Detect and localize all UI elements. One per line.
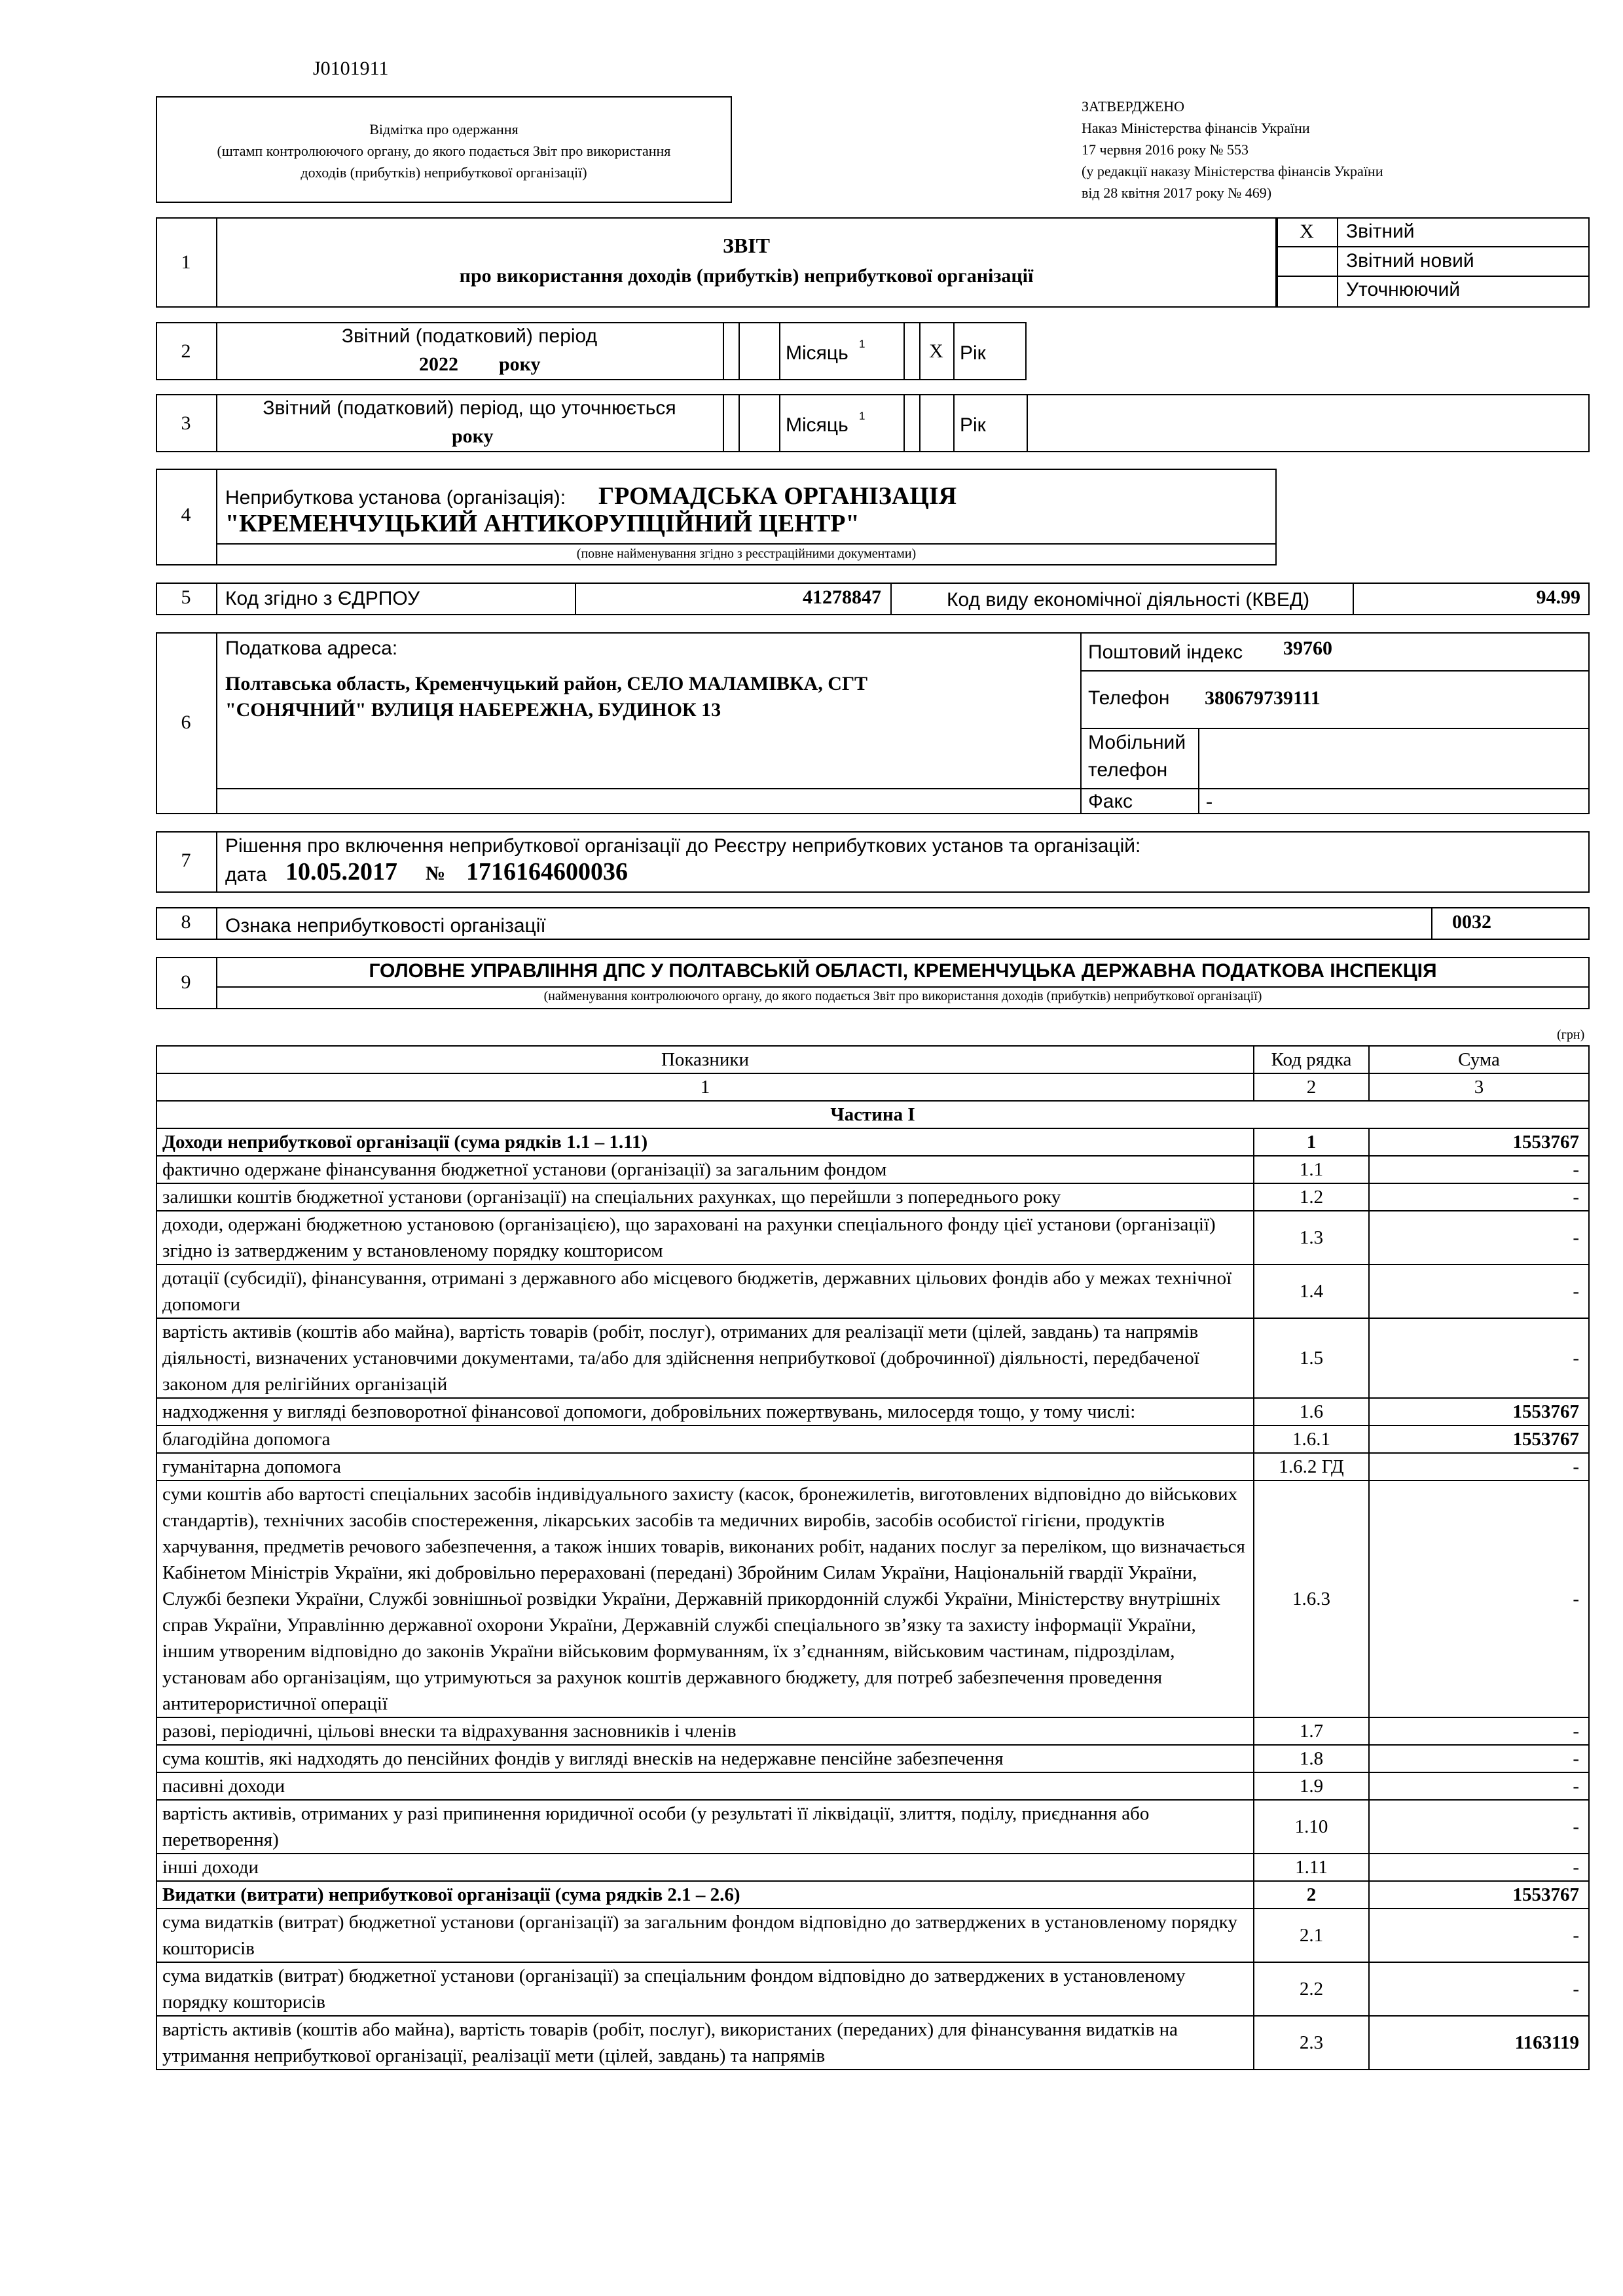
organization-name-line-2: "КРЕМЕНЧУЦЬКИЙ АНТИКОРУПЦІЙНИЙ ЦЕНТР"	[225, 510, 860, 537]
row-sum: -	[1369, 1453, 1589, 1480]
clarified-month-label: Місяць	[786, 414, 848, 436]
tax-address-line-1: Полтавська область, Кременчуцький район, СЕЛО МАЛАМІВКА, СГТ	[225, 673, 868, 694]
row-sum: -	[1369, 1480, 1589, 1717]
mobile-label-line-2: телефон	[1088, 759, 1168, 781]
reporting-year: 2022	[419, 353, 458, 375]
year-label: Рік	[960, 342, 986, 364]
part-title: Частина І	[156, 1101, 1589, 1128]
column-number-1: 1	[156, 1073, 1254, 1101]
table-row	[156, 1800, 1589, 1854]
row-code: 1.6.3	[1254, 1480, 1369, 1717]
organization-name-note: (повне найменування згідно з реєстраційними документами)	[576, 547, 917, 561]
row-sum: -	[1369, 1800, 1589, 1854]
table-row	[156, 1318, 1589, 1398]
table-row	[156, 1962, 1589, 2016]
reporting-period-label: Звітний (податковий) період	[341, 325, 598, 347]
indicator-text: сума видатків (витрат) бюджетної установи (організації) за спеціальним фондом відповідно до затверджених в установленому порядку кошторисів	[156, 1962, 1254, 2016]
stamp-line-2: (штамп контролюючого органу, до якого подається Звіт про використання	[217, 143, 671, 159]
currency-unit: (грн)	[1557, 1028, 1585, 1042]
indicator-text: гуманітарна допомога	[156, 1453, 1254, 1480]
row-number-4: 4	[181, 504, 191, 526]
row-code: 1.7	[1254, 1717, 1369, 1745]
tax-address-label: Податкова адреса:	[225, 637, 398, 659]
table-row	[156, 1453, 1589, 1480]
stamp-line-1: Відмітка про одержання	[369, 121, 519, 137]
row-number-2: 2	[181, 340, 191, 362]
postal-code-label: Поштовий індекс	[1088, 641, 1243, 663]
column-number-3: 3	[1369, 1073, 1589, 1101]
clarified-footnote-mark: 1	[859, 410, 866, 422]
report-title-box	[156, 217, 1277, 308]
row-code: 2	[1254, 1881, 1369, 1909]
table-row	[156, 1398, 1589, 1426]
report-type-new: Звітний новий	[1346, 250, 1474, 272]
row-code: 2.3	[1254, 2016, 1369, 2070]
indicator-text: інші доходи	[156, 1854, 1254, 1881]
tax-authority-name: ГОЛОВНЕ УПРАВЛІННЯ ДПС У ПОЛТАВСЬКІЙ ОБЛАСТІ, КРЕМЕНЧУЦЬКА ДЕРЖАВНА ПОДАТКОВА ІНСПЕКЦІЯ	[369, 960, 1437, 982]
edrpou-code: 41278847	[803, 586, 881, 608]
row-code: 1.3	[1254, 1211, 1369, 1265]
row-sum: -	[1369, 1745, 1589, 1772]
row-sum: -	[1369, 1211, 1589, 1265]
indicator-text: залишки коштів бюджетної установи (організації) на спеціальних рахунках, що перейшли з попереднього року	[156, 1183, 1254, 1211]
table-row	[156, 1480, 1589, 1717]
table-row	[156, 1745, 1589, 1772]
postal-code: 39760	[1283, 637, 1332, 659]
row-sum: 1553767	[1369, 1128, 1589, 1156]
indicator-text: вартість активів (коштів або майна), вартість товарів (робіт, послуг), отриманих для реалізації мети (цілей, завдань) та напрямів діяльності, визначених установчими документами, та/або для здійснення неприбуткової (доброчинної) діяльності, передбаченої законом для релігійних організацій	[156, 1318, 1254, 1398]
table-row	[156, 1854, 1589, 1881]
report-type-regular: Звітний	[1346, 221, 1415, 242]
row-code: 1.2	[1254, 1183, 1369, 1211]
row-sum: 1553767	[1369, 1398, 1589, 1426]
decision-number: 1716164600036	[466, 858, 628, 886]
row-code: 1.5	[1254, 1318, 1369, 1398]
row-sum: -	[1369, 1156, 1589, 1183]
clarified-year-label: Рік	[960, 414, 986, 436]
nonprofit-sign-label: Ознака неприбутковості організації	[225, 915, 546, 937]
row-sum: -	[1369, 1854, 1589, 1881]
indicators-table	[156, 1045, 1590, 2070]
table-row	[156, 1265, 1589, 1318]
table-column-numbers-row	[156, 1073, 1589, 1101]
indicator-text: вартість активів, отриманих у разі припинення юридичної особи (у результаті її ліквідації, злиття, поділу, приєднання або перетворення)	[156, 1800, 1254, 1854]
form-code: J0101911	[313, 58, 389, 79]
fax-label: Факс	[1088, 791, 1133, 812]
table-part-row	[156, 1101, 1589, 1128]
row-code: 1.4	[1254, 1265, 1369, 1318]
row-number-5: 5	[181, 586, 191, 608]
row-number-3: 3	[181, 412, 191, 434]
row-number-9: 9	[181, 971, 191, 993]
organization-label: Неприбуткова установа (організація):	[225, 487, 566, 509]
table-row	[156, 1128, 1589, 1156]
header-sum: Сума	[1369, 1046, 1589, 1073]
indicator-text: суми коштів або вартості спеціальних засобів індивідуального захисту (касок, бронежилетів, виготовлених відповідно до військових стандартів), технічних засобів спостереження, лікарських засобів та медичних виробів, засобів особистої гігієни, продуктів харчування, предметів речового забезпечення, а також інших товарів, виконаних робіт, наданих послуг за переліком, що визначається Кабінетом Міністрів України, які добровільно перераховані (передані) Збройним Силам України, Національній гвардії України, Службі безпеки України, Службі зовнішньої розвідки України, Державній прикордонній службі України, Міністерству внутрішніх справ України, Управлінню державної охорони України, Державній службі спеціального зв’язку та захисту інформації України, іншим утвореним відповідно до законів України військовим формуванням, їх з’єднанням, військовим частинам, підрозділам, установам або організаціям, що утримуються за рахунок коштів державного бюджету, для потреб забезпечення проведення антитерористичної операції	[156, 1480, 1254, 1717]
month-label: Місяць	[786, 342, 848, 364]
indicator-text: фактично одержане фінансування бюджетної установи (організації) за загальним фондом	[156, 1156, 1254, 1183]
table-row	[156, 1211, 1589, 1265]
decision-date-label: дата	[225, 864, 267, 886]
table-row	[156, 1156, 1589, 1183]
table-row	[156, 1717, 1589, 1745]
row-code: 1	[1254, 1128, 1369, 1156]
row-code: 1.8	[1254, 1745, 1369, 1772]
indicator-text: доходи, одержані бюджетною установою (організацією), що зараховані на рахунки спеціального фонду цієї установи (організації) згідно із затвердженим у встановленому порядку кошторисом	[156, 1211, 1254, 1265]
approved-line-3: 17 червня 2016 року № 553	[1082, 141, 1249, 158]
clarified-period-label: Звітний (податковий) період, що уточнюється	[263, 397, 676, 419]
row-code: 1.6	[1254, 1398, 1369, 1426]
organization-name-line-1: ГРОМАДСЬКА ОРГАНІЗАЦІЯ	[598, 482, 957, 510]
row-sum: -	[1369, 1717, 1589, 1745]
nonprofit-sign-code: 0032	[1452, 911, 1491, 933]
indicator-text: Видатки (витрати) неприбуткової організації (сума рядків 2.1 – 2.6)	[156, 1881, 1254, 1909]
year-checkbox-mark[interactable]: X	[929, 340, 943, 362]
row-code: 2.1	[1254, 1909, 1369, 1962]
row-code: 1.9	[1254, 1772, 1369, 1800]
header-row-code: Код рядка	[1254, 1046, 1369, 1073]
decision-date: 10.05.2017	[285, 858, 397, 886]
row-number-6: 6	[181, 711, 191, 733]
row-sum: -	[1369, 1318, 1589, 1398]
table-row	[156, 1772, 1589, 1800]
footnote-mark: 1	[859, 338, 866, 350]
phone-label: Телефон	[1088, 687, 1170, 709]
report-type-checkbox-mark[interactable]: X	[1300, 221, 1314, 242]
row-code: 2.2	[1254, 1962, 1369, 2016]
indicator-text: пасивні доходи	[156, 1772, 1254, 1800]
row-sum: -	[1369, 1909, 1589, 1962]
row-sum: 1163119	[1369, 2016, 1589, 2070]
approval-note	[1082, 96, 1383, 204]
mobile-label-line-1: Мобільний	[1088, 732, 1186, 753]
approved-line-4: (у редакції наказу Міністерства фінансів України	[1082, 163, 1383, 179]
row-code: 1.1	[1254, 1156, 1369, 1183]
report-subtitle: про використання доходів (прибутків) неприбуткової організації	[459, 265, 1034, 287]
row-sum: -	[1369, 1772, 1589, 1800]
stamp-line-3: доходів (прибутків) неприбуткової організації)	[301, 164, 587, 181]
tax-address-line-2: "СОНЯЧНИЙ" ВУЛИЦЯ НАБЕРЕЖНА, БУДИНОК 13	[225, 699, 721, 721]
row-sum: 1553767	[1369, 1426, 1589, 1453]
receipt-stamp-box	[156, 96, 732, 203]
indicator-text: вартість активів (коштів або майна), вартість товарів (робіт, послуг), використаних (переданих) для фінансування видатків на утримання неприбуткової організації, реалізації мети (цілей, завдань) та напрямів	[156, 2016, 1254, 2070]
indicator-text: дотації (субсидії), фінансування, отримані з державного або місцевого бюджетів, державних цільових фондів або у межах технічної допомоги	[156, 1265, 1254, 1318]
table-header-row	[156, 1046, 1589, 1073]
table-row	[156, 1183, 1589, 1211]
indicator-text: надходження у вигляді безповоротної фінансової допомоги, добровільних пожертвувань, милосердя тощо, у тому числі:	[156, 1398, 1254, 1426]
row-code: 1.11	[1254, 1854, 1369, 1881]
decision-number-label: №	[426, 863, 446, 884]
header-indicators: Показники	[156, 1046, 1254, 1073]
column-number-2: 2	[1254, 1073, 1369, 1101]
row-code: 1.6.1	[1254, 1426, 1369, 1453]
report-title: ЗВІТ	[722, 234, 771, 257]
clarified-year-suffix: року	[452, 425, 494, 447]
indicator-text: разові, періодичні, цільові внески та відрахування засновників і членів	[156, 1717, 1254, 1745]
kved-code: 94.99	[1536, 586, 1580, 608]
table-row	[156, 1426, 1589, 1453]
tax-authority-note: (найменування контролюючого органу, до якого подається Звіт про використання доходів (прибутків) неприбуткової організації)	[543, 989, 1262, 1003]
row-number-7: 7	[181, 850, 191, 871]
edrpou-label: Код згідно з ЄДРПОУ	[225, 588, 420, 609]
row-sum: -	[1369, 1265, 1589, 1318]
indicator-text: благодійна допомога	[156, 1426, 1254, 1453]
report-type-clarifying: Уточнюючий	[1346, 279, 1461, 300]
reporting-year-suffix: року	[499, 353, 541, 375]
table-row	[156, 1909, 1589, 1962]
indicator-text: сума видатків (витрат) бюджетної установи (організації) за загальним фондом відповідно до затверджених в установленому порядку кошторисів	[156, 1909, 1254, 1962]
approved-line-2: Наказ Міністерства фінансів України	[1082, 120, 1310, 136]
table-row	[156, 2016, 1589, 2070]
approved-line-5: від 28 квітня 2017 року № 469)	[1082, 185, 1272, 201]
kved-label: Код виду економічної діяльності (КВЕД)	[947, 589, 1310, 611]
table-row	[156, 1881, 1589, 1909]
row-code: 1.10	[1254, 1800, 1369, 1854]
row-code: 1.6.2 ГД	[1254, 1453, 1369, 1480]
indicator-text: сума коштів, які надходять до пенсійних фондів у вигляді внесків на недержавне пенсійне забезпечення	[156, 1745, 1254, 1772]
row-number-1: 1	[181, 251, 191, 273]
phone-number: 380679739111	[1205, 687, 1321, 709]
row-sum: -	[1369, 1183, 1589, 1211]
registry-decision-label: Рішення про включення неприбуткової організації до Реєстру неприбуткових установ та організацій:	[225, 835, 1141, 857]
fax-number: -	[1206, 791, 1213, 812]
row-sum: 1553767	[1369, 1881, 1589, 1909]
approved-line-1: ЗАТВЕРДЖЕНО	[1082, 98, 1185, 115]
row-sum: -	[1369, 1962, 1589, 2016]
row-number-8: 8	[181, 911, 191, 933]
indicator-text: Доходи неприбуткової організації (сума рядків 1.1 – 1.11)	[156, 1128, 1254, 1156]
